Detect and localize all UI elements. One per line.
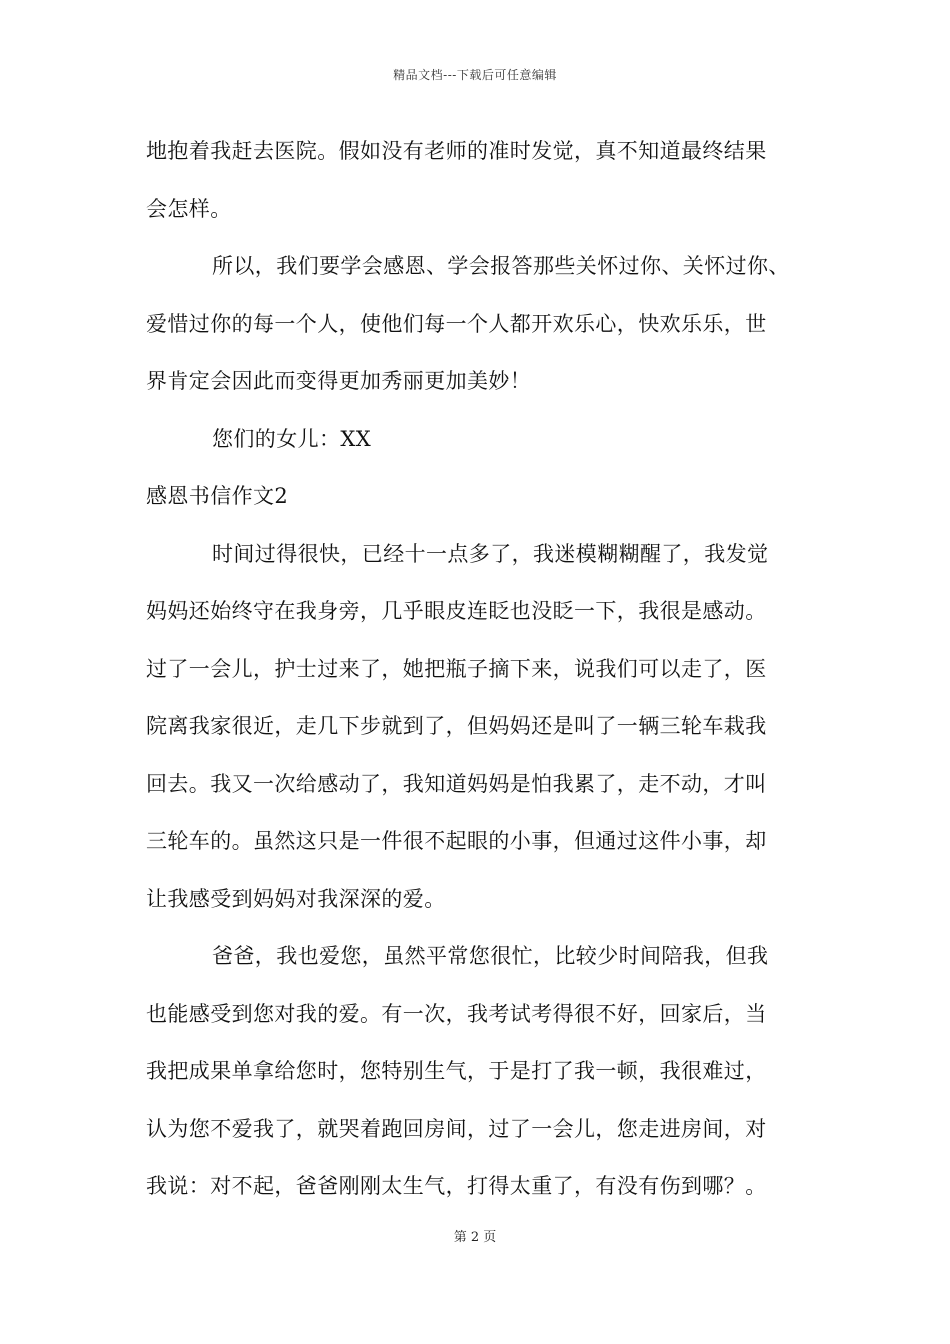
text-line: 院离我家很近，走几下步就到了，但妈妈还是叫了一辆三轮车栽我 (146, 714, 767, 738)
text-line: 回去。我又一次给感动了，我知道妈妈是怕我累了，走不动，才叫 (146, 771, 767, 796)
document-body (146, 128, 826, 1221)
text-line: 爱惜过你的每一个人，使他们每一个人都开欢乐心，快欢乐乐，世 (146, 311, 767, 336)
text-line: 三轮车的。虽然这只是一件很不起眼的小事，但通过这件小事，却 (146, 829, 767, 853)
text-line: 妈妈还始终守在我身旁，几乎眼皮连眨也没眨一下，我很是感动。 (146, 599, 767, 623)
page-number: 第 2 页 (453, 1230, 497, 1245)
section-title: 感恩书信作文2 (146, 484, 289, 508)
text-line: 时间过得很快，已经十一点多了，我迷模糊糊醒了，我发觉 (212, 541, 769, 566)
signature-line: 您们的女儿：XX (212, 426, 372, 451)
text-line: 让我感受到妈妈对我深深的爱。 (146, 886, 446, 911)
text-line: 认为您不爱我了，就哭着跑回房间，过了一会儿，您走进房间，对 (146, 1116, 767, 1141)
page-header: 精品文档---下载后可任意编辑 (393, 68, 557, 82)
text-line: 也能感受到您对我的爱。有一次，我考试考得很不好，回家后，当 (146, 1001, 767, 1026)
text-line: 界肯定会因此而变得更加秀丽更加美妙！ (146, 369, 532, 393)
text-line: 爸爸，我也爱您，虽然平常您很忙，比较少时间陪我，但我 (212, 944, 769, 968)
text-line: 过了一会儿，护士过来了，她把瓶子摘下来，说我们可以走了，医 (146, 656, 767, 681)
text-line: 我说：对不起，爸爸刚刚太生气，打得太重了，有没有伤到哪？。 (146, 1174, 767, 1198)
text-line: 地抱着我赶去医院。假如没有老师的准时发觉，真不知道最终结果 (146, 139, 767, 163)
text-line: 会怎样。 (146, 196, 232, 221)
text-line: 我把成果单拿给您时，您特别生气，于是打了我一顿，我很难过， (146, 1059, 767, 1083)
text-line: 所以，我们要学会感恩、学会报答那些关怀过你、关怀过你、 (212, 254, 790, 278)
